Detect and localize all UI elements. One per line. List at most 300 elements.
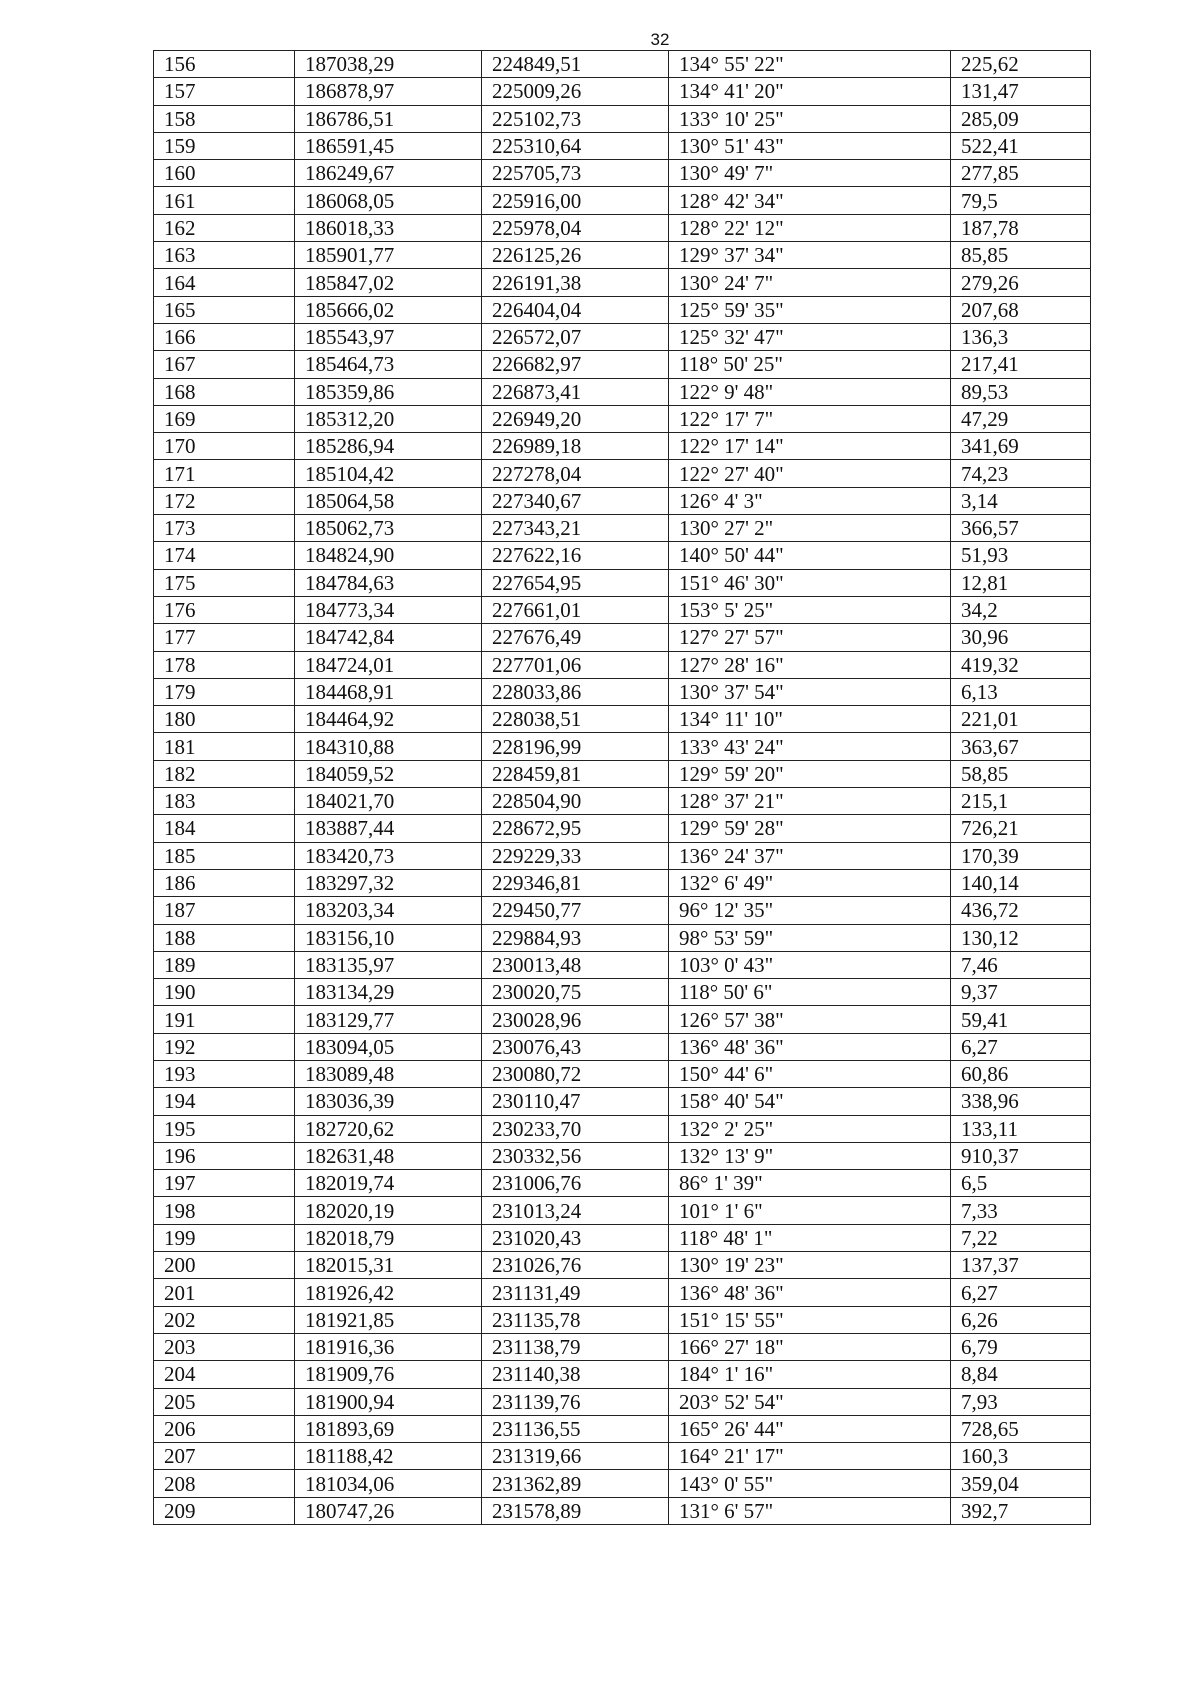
table-row	[154, 1443, 1091, 1470]
y-coordinate-cell: 230076,43	[482, 1033, 669, 1060]
distance-cell: 136,3	[951, 323, 1091, 350]
table-row	[154, 1142, 1091, 1169]
point-number-cell: 190	[154, 979, 295, 1006]
table-row	[154, 1197, 1091, 1224]
direction-angle-cell: 129° 59' 20"	[669, 760, 951, 787]
direction-angle-cell: 127° 28' 16"	[669, 651, 951, 678]
x-coordinate-cell: 183156,10	[295, 924, 482, 951]
distance-cell: 225,62	[951, 51, 1091, 78]
x-coordinate-cell: 182720,62	[295, 1115, 482, 1142]
direction-angle-cell: 133° 10' 25"	[669, 105, 951, 132]
point-number-cell: 170	[154, 433, 295, 460]
point-number-cell: 203	[154, 1333, 295, 1360]
distance-cell: 137,37	[951, 1252, 1091, 1279]
point-number-cell: 206	[154, 1415, 295, 1442]
y-coordinate-cell: 231319,66	[482, 1443, 669, 1470]
distance-cell: 285,09	[951, 105, 1091, 132]
direction-angle-cell: 130° 24' 7"	[669, 269, 951, 296]
x-coordinate-cell: 184059,52	[295, 760, 482, 787]
distance-cell: 215,1	[951, 788, 1091, 815]
direction-angle-cell: 130° 27' 2"	[669, 515, 951, 542]
x-coordinate-cell: 183135,97	[295, 951, 482, 978]
table-row	[154, 1388, 1091, 1415]
direction-angle-cell: 118° 48' 1"	[669, 1224, 951, 1251]
point-number-cell: 202	[154, 1306, 295, 1333]
y-coordinate-cell: 230028,96	[482, 1006, 669, 1033]
distance-cell: 7,33	[951, 1197, 1091, 1224]
direction-angle-cell: 164° 21' 17"	[669, 1443, 951, 1470]
x-coordinate-cell: 181188,42	[295, 1443, 482, 1470]
y-coordinate-cell: 226125,26	[482, 242, 669, 269]
direction-angle-cell: 132° 13' 9"	[669, 1142, 951, 1169]
y-coordinate-cell: 230080,72	[482, 1060, 669, 1087]
table-row	[154, 733, 1091, 760]
distance-cell: 6,27	[951, 1279, 1091, 1306]
y-coordinate-cell: 227622,16	[482, 542, 669, 569]
y-coordinate-cell: 227676,49	[482, 624, 669, 651]
direction-angle-cell: 118° 50' 25"	[669, 351, 951, 378]
point-number-cell: 163	[154, 242, 295, 269]
y-coordinate-cell: 226873,41	[482, 378, 669, 405]
x-coordinate-cell: 182631,48	[295, 1142, 482, 1169]
distance-cell: 277,85	[951, 160, 1091, 187]
y-coordinate-cell: 228038,51	[482, 706, 669, 733]
distance-cell: 6,79	[951, 1333, 1091, 1360]
x-coordinate-cell: 183420,73	[295, 842, 482, 869]
direction-angle-cell: 122° 27' 40"	[669, 460, 951, 487]
table-row	[154, 1306, 1091, 1333]
direction-angle-cell: 101° 1' 6"	[669, 1197, 951, 1224]
distance-cell: 59,41	[951, 1006, 1091, 1033]
direction-angle-cell: 118° 50' 6"	[669, 979, 951, 1006]
x-coordinate-cell: 183203,34	[295, 897, 482, 924]
x-coordinate-cell: 183129,77	[295, 1006, 482, 1033]
x-coordinate-cell: 186878,97	[295, 78, 482, 105]
x-coordinate-cell: 183887,44	[295, 815, 482, 842]
table-row	[154, 542, 1091, 569]
table-row	[154, 296, 1091, 323]
y-coordinate-cell: 229450,77	[482, 897, 669, 924]
distance-cell: 51,93	[951, 542, 1091, 569]
direction-angle-cell: 130° 37' 54"	[669, 678, 951, 705]
direction-angle-cell: 98° 53' 59"	[669, 924, 951, 951]
y-coordinate-cell: 227343,21	[482, 515, 669, 542]
table-row	[154, 132, 1091, 159]
distance-cell: 359,04	[951, 1470, 1091, 1497]
x-coordinate-cell: 181926,42	[295, 1279, 482, 1306]
direction-angle-cell: 130° 51' 43"	[669, 132, 951, 159]
point-number-cell: 176	[154, 596, 295, 623]
table-row	[154, 815, 1091, 842]
y-coordinate-cell: 225916,00	[482, 187, 669, 214]
point-number-cell: 209	[154, 1497, 295, 1524]
direction-angle-cell: 134° 55' 22"	[669, 51, 951, 78]
direction-angle-cell: 132° 6' 49"	[669, 869, 951, 896]
y-coordinate-cell: 231138,79	[482, 1333, 669, 1360]
distance-cell: 7,22	[951, 1224, 1091, 1251]
direction-angle-cell: 122° 9' 48"	[669, 378, 951, 405]
table-row	[154, 651, 1091, 678]
y-coordinate-cell: 225102,73	[482, 105, 669, 132]
distance-cell: 279,26	[951, 269, 1091, 296]
y-coordinate-cell: 231135,78	[482, 1306, 669, 1333]
table-row	[154, 187, 1091, 214]
y-coordinate-cell: 226989,18	[482, 433, 669, 460]
table-row	[154, 788, 1091, 815]
distance-cell: 85,85	[951, 242, 1091, 269]
table-row	[154, 378, 1091, 405]
table-row	[154, 1224, 1091, 1251]
direction-angle-cell: 129° 59' 28"	[669, 815, 951, 842]
table-row	[154, 433, 1091, 460]
y-coordinate-cell: 227701,06	[482, 651, 669, 678]
y-coordinate-cell: 228033,86	[482, 678, 669, 705]
x-coordinate-cell: 185312,20	[295, 405, 482, 432]
y-coordinate-cell: 226404,04	[482, 296, 669, 323]
x-coordinate-cell: 185901,77	[295, 242, 482, 269]
x-coordinate-cell: 185062,73	[295, 515, 482, 542]
distance-cell: 7,46	[951, 951, 1091, 978]
x-coordinate-cell: 183134,29	[295, 979, 482, 1006]
distance-cell: 366,57	[951, 515, 1091, 542]
y-coordinate-cell: 227340,67	[482, 487, 669, 514]
table-row	[154, 1033, 1091, 1060]
table-row	[154, 951, 1091, 978]
x-coordinate-cell: 186018,33	[295, 214, 482, 241]
direction-angle-cell: 136° 24' 37"	[669, 842, 951, 869]
table-row	[154, 1088, 1091, 1115]
point-number-cell: 160	[154, 160, 295, 187]
distance-cell: 130,12	[951, 924, 1091, 951]
y-coordinate-cell: 228504,90	[482, 788, 669, 815]
y-coordinate-cell: 225705,73	[482, 160, 669, 187]
direction-angle-cell: 122° 17' 7"	[669, 405, 951, 432]
y-coordinate-cell: 231362,89	[482, 1470, 669, 1497]
x-coordinate-cell: 182020,19	[295, 1197, 482, 1224]
point-number-cell: 169	[154, 405, 295, 432]
point-number-cell: 168	[154, 378, 295, 405]
x-coordinate-cell: 186068,05	[295, 187, 482, 214]
distance-cell: 728,65	[951, 1415, 1091, 1442]
table-row	[154, 924, 1091, 951]
point-number-cell: 165	[154, 296, 295, 323]
distance-cell: 89,53	[951, 378, 1091, 405]
x-coordinate-cell: 184784,63	[295, 569, 482, 596]
table-row	[154, 1333, 1091, 1360]
distance-cell: 8,84	[951, 1361, 1091, 1388]
y-coordinate-cell: 230332,56	[482, 1142, 669, 1169]
direction-angle-cell: 86° 1' 39"	[669, 1170, 951, 1197]
direction-angle-cell: 130° 49' 7"	[669, 160, 951, 187]
distance-cell: 392,7	[951, 1497, 1091, 1524]
table-row	[154, 596, 1091, 623]
direction-angle-cell: 122° 17' 14"	[669, 433, 951, 460]
distance-cell: 34,2	[951, 596, 1091, 623]
y-coordinate-cell: 226572,07	[482, 323, 669, 350]
y-coordinate-cell: 231140,38	[482, 1361, 669, 1388]
point-number-cell: 182	[154, 760, 295, 787]
point-number-cell: 158	[154, 105, 295, 132]
direction-angle-cell: 184° 1' 16"	[669, 1361, 951, 1388]
distance-cell: 726,21	[951, 815, 1091, 842]
direction-angle-cell: 128° 22' 12"	[669, 214, 951, 241]
point-number-cell: 172	[154, 487, 295, 514]
point-number-cell: 197	[154, 1170, 295, 1197]
x-coordinate-cell: 184468,91	[295, 678, 482, 705]
distance-cell: 6,26	[951, 1306, 1091, 1333]
distance-cell: 187,78	[951, 214, 1091, 241]
table-row	[154, 1497, 1091, 1524]
y-coordinate-cell: 224849,51	[482, 51, 669, 78]
x-coordinate-cell: 181916,36	[295, 1333, 482, 1360]
direction-angle-cell: 129° 37' 34"	[669, 242, 951, 269]
table-row	[154, 897, 1091, 924]
distance-cell: 207,68	[951, 296, 1091, 323]
table-row	[154, 1252, 1091, 1279]
table-row	[154, 1279, 1091, 1306]
x-coordinate-cell: 184310,88	[295, 733, 482, 760]
x-coordinate-cell: 182019,74	[295, 1170, 482, 1197]
y-coordinate-cell: 231006,76	[482, 1170, 669, 1197]
x-coordinate-cell: 185359,86	[295, 378, 482, 405]
direction-angle-cell: 130° 19' 23"	[669, 1252, 951, 1279]
coordinates-table-body	[154, 51, 1091, 1525]
direction-angle-cell: 128° 42' 34"	[669, 187, 951, 214]
point-number-cell: 193	[154, 1060, 295, 1087]
distance-cell: 6,5	[951, 1170, 1091, 1197]
x-coordinate-cell: 180747,26	[295, 1497, 482, 1524]
table-row	[154, 842, 1091, 869]
x-coordinate-cell: 184021,70	[295, 788, 482, 815]
point-number-cell: 167	[154, 351, 295, 378]
x-coordinate-cell: 184464,92	[295, 706, 482, 733]
point-number-cell: 186	[154, 869, 295, 896]
y-coordinate-cell: 229884,93	[482, 924, 669, 951]
table-row	[154, 1060, 1091, 1087]
table-row	[154, 214, 1091, 241]
y-coordinate-cell: 231578,89	[482, 1497, 669, 1524]
table-row	[154, 1470, 1091, 1497]
table-row	[154, 760, 1091, 787]
y-coordinate-cell: 229229,33	[482, 842, 669, 869]
table-row	[154, 569, 1091, 596]
x-coordinate-cell: 184824,90	[295, 542, 482, 569]
direction-angle-cell: 158° 40' 54"	[669, 1088, 951, 1115]
distance-cell: 7,93	[951, 1388, 1091, 1415]
point-number-cell: 192	[154, 1033, 295, 1060]
point-number-cell: 208	[154, 1470, 295, 1497]
point-number-cell: 173	[154, 515, 295, 542]
y-coordinate-cell: 231026,76	[482, 1252, 669, 1279]
distance-cell: 140,14	[951, 869, 1091, 896]
y-coordinate-cell: 227654,95	[482, 569, 669, 596]
x-coordinate-cell: 181921,85	[295, 1306, 482, 1333]
table-row	[154, 78, 1091, 105]
y-coordinate-cell: 231020,43	[482, 1224, 669, 1251]
direction-angle-cell: 151° 46' 30"	[669, 569, 951, 596]
x-coordinate-cell: 187038,29	[295, 51, 482, 78]
y-coordinate-cell: 228459,81	[482, 760, 669, 787]
x-coordinate-cell: 185666,02	[295, 296, 482, 323]
point-number-cell: 198	[154, 1197, 295, 1224]
direction-angle-cell: 125° 59' 35"	[669, 296, 951, 323]
distance-cell: 160,3	[951, 1443, 1091, 1470]
distance-cell: 12,81	[951, 569, 1091, 596]
table-row	[154, 323, 1091, 350]
point-number-cell: 177	[154, 624, 295, 651]
distance-cell: 338,96	[951, 1088, 1091, 1115]
table-row	[154, 160, 1091, 187]
distance-cell: 74,23	[951, 460, 1091, 487]
point-number-cell: 171	[154, 460, 295, 487]
distance-cell: 217,41	[951, 351, 1091, 378]
y-coordinate-cell: 230013,48	[482, 951, 669, 978]
y-coordinate-cell: 228196,99	[482, 733, 669, 760]
x-coordinate-cell: 185064,58	[295, 487, 482, 514]
distance-cell: 910,37	[951, 1142, 1091, 1169]
table-row	[154, 351, 1091, 378]
direction-angle-cell: 134° 11' 10"	[669, 706, 951, 733]
direction-angle-cell: 103° 0' 43"	[669, 951, 951, 978]
point-number-cell: 189	[154, 951, 295, 978]
x-coordinate-cell: 186591,45	[295, 132, 482, 159]
direction-angle-cell: 125° 32' 47"	[669, 323, 951, 350]
direction-angle-cell: 136° 48' 36"	[669, 1279, 951, 1306]
x-coordinate-cell: 185464,73	[295, 351, 482, 378]
x-coordinate-cell: 183036,39	[295, 1088, 482, 1115]
direction-angle-cell: 150° 44' 6"	[669, 1060, 951, 1087]
y-coordinate-cell: 229346,81	[482, 869, 669, 896]
y-coordinate-cell: 231136,55	[482, 1415, 669, 1442]
x-coordinate-cell: 183094,05	[295, 1033, 482, 1060]
y-coordinate-cell: 228672,95	[482, 815, 669, 842]
y-coordinate-cell: 226191,38	[482, 269, 669, 296]
x-coordinate-cell: 181900,94	[295, 1388, 482, 1415]
point-number-cell: 179	[154, 678, 295, 705]
distance-cell: 170,39	[951, 842, 1091, 869]
direction-angle-cell: 143° 0' 55"	[669, 1470, 951, 1497]
x-coordinate-cell: 185847,02	[295, 269, 482, 296]
x-coordinate-cell: 186249,67	[295, 160, 482, 187]
point-number-cell: 191	[154, 1006, 295, 1033]
distance-cell: 133,11	[951, 1115, 1091, 1142]
table-row	[154, 1415, 1091, 1442]
table-row	[154, 515, 1091, 542]
table-row	[154, 678, 1091, 705]
point-number-cell: 184	[154, 815, 295, 842]
direction-angle-cell: 127° 27' 57"	[669, 624, 951, 651]
y-coordinate-cell: 227661,01	[482, 596, 669, 623]
direction-angle-cell: 126° 57' 38"	[669, 1006, 951, 1033]
y-coordinate-cell: 226682,97	[482, 351, 669, 378]
direction-angle-cell: 151° 15' 55"	[669, 1306, 951, 1333]
point-number-cell: 195	[154, 1115, 295, 1142]
table-row	[154, 105, 1091, 132]
point-number-cell: 183	[154, 788, 295, 815]
distance-cell: 221,01	[951, 706, 1091, 733]
direction-angle-cell: 134° 41' 20"	[669, 78, 951, 105]
direction-angle-cell: 203° 52' 54"	[669, 1388, 951, 1415]
direction-angle-cell: 131° 6' 57"	[669, 1497, 951, 1524]
table-row	[154, 1115, 1091, 1142]
point-number-cell: 201	[154, 1279, 295, 1306]
distance-cell: 131,47	[951, 78, 1091, 105]
distance-cell: 522,41	[951, 132, 1091, 159]
table-row	[154, 487, 1091, 514]
y-coordinate-cell: 225310,64	[482, 132, 669, 159]
point-number-cell: 156	[154, 51, 295, 78]
y-coordinate-cell: 231131,49	[482, 1279, 669, 1306]
point-number-cell: 174	[154, 542, 295, 569]
y-coordinate-cell: 225009,26	[482, 78, 669, 105]
x-coordinate-cell: 185543,97	[295, 323, 482, 350]
table-row	[154, 1006, 1091, 1033]
point-number-cell: 175	[154, 569, 295, 596]
point-number-cell: 207	[154, 1443, 295, 1470]
direction-angle-cell: 166° 27' 18"	[669, 1333, 951, 1360]
direction-angle-cell: 136° 48' 36"	[669, 1033, 951, 1060]
x-coordinate-cell: 181909,76	[295, 1361, 482, 1388]
table-row	[154, 269, 1091, 296]
direction-angle-cell: 132° 2' 25"	[669, 1115, 951, 1142]
distance-cell: 6,13	[951, 678, 1091, 705]
point-number-cell: 204	[154, 1361, 295, 1388]
point-number-cell: 162	[154, 214, 295, 241]
y-coordinate-cell: 231013,24	[482, 1197, 669, 1224]
point-number-cell: 181	[154, 733, 295, 760]
distance-cell: 341,69	[951, 433, 1091, 460]
point-number-cell: 199	[154, 1224, 295, 1251]
table-row	[154, 706, 1091, 733]
page-number: 32	[650, 30, 670, 49]
direction-angle-cell: 96° 12' 35"	[669, 897, 951, 924]
distance-cell: 3,14	[951, 487, 1091, 514]
point-number-cell: 200	[154, 1252, 295, 1279]
coordinates-table	[153, 50, 1091, 1525]
x-coordinate-cell: 184773,34	[295, 596, 482, 623]
point-number-cell: 205	[154, 1388, 295, 1415]
point-number-cell: 185	[154, 842, 295, 869]
direction-angle-cell: 165° 26' 44"	[669, 1415, 951, 1442]
x-coordinate-cell: 183297,32	[295, 869, 482, 896]
table-row	[154, 1170, 1091, 1197]
point-number-cell: 164	[154, 269, 295, 296]
point-number-cell: 194	[154, 1088, 295, 1115]
distance-cell: 436,72	[951, 897, 1091, 924]
x-coordinate-cell: 184724,01	[295, 651, 482, 678]
table-row	[154, 460, 1091, 487]
x-coordinate-cell: 182015,31	[295, 1252, 482, 1279]
direction-angle-cell: 133° 43' 24"	[669, 733, 951, 760]
y-coordinate-cell: 227278,04	[482, 460, 669, 487]
direction-angle-cell: 128° 37' 21"	[669, 788, 951, 815]
distance-cell: 363,67	[951, 733, 1091, 760]
distance-cell: 47,29	[951, 405, 1091, 432]
distance-cell: 79,5	[951, 187, 1091, 214]
direction-angle-cell: 140° 50' 44"	[669, 542, 951, 569]
distance-cell: 30,96	[951, 624, 1091, 651]
x-coordinate-cell: 184742,84	[295, 624, 482, 651]
table-row	[154, 1361, 1091, 1388]
y-coordinate-cell: 230233,70	[482, 1115, 669, 1142]
x-coordinate-cell: 181034,06	[295, 1470, 482, 1497]
table-row	[154, 405, 1091, 432]
point-number-cell: 180	[154, 706, 295, 733]
distance-cell: 419,32	[951, 651, 1091, 678]
table-row	[154, 242, 1091, 269]
distance-cell: 60,86	[951, 1060, 1091, 1087]
x-coordinate-cell: 186786,51	[295, 105, 482, 132]
